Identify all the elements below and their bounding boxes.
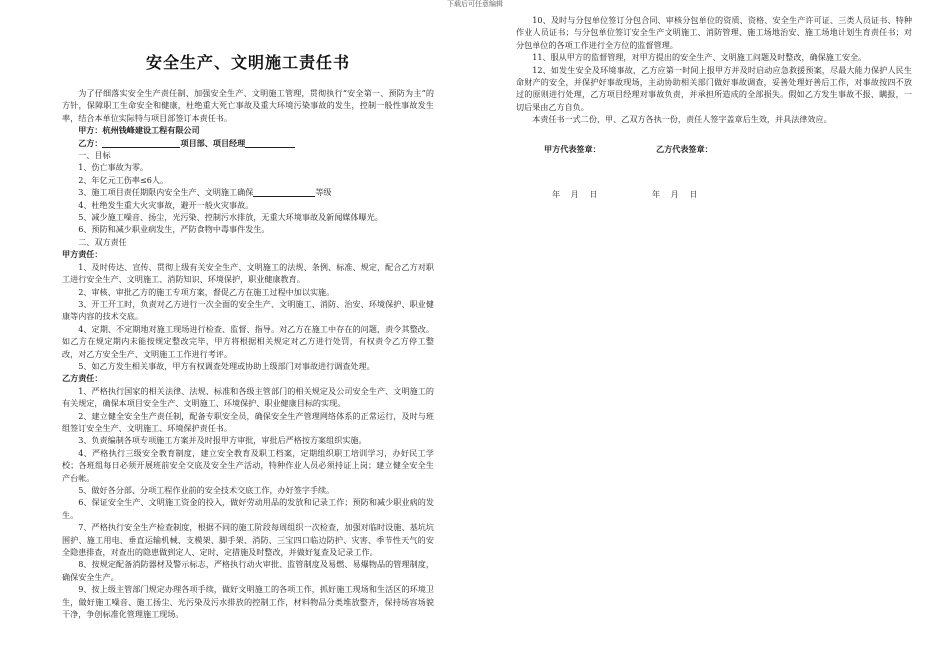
goal-item: 2、年亿元工伤率≤6人。 (78, 174, 169, 185)
party-b-resp-item: 7、严格执行安全生产检查制度，根据不同的施工阶段每周组织一次检查，加强对临时设施、基坑坑围护、施工用电、垂直运输机械、支模架、脚手架、消防、三宝四口临边防护、灾害、季节性天气的安全隐患排查，对查出的隐患做到定人、定时、定措施及时整改，并做好复查及记录工作。 (62, 522, 434, 558)
header-note: 下载后可任意编辑 (447, 0, 503, 8)
party-a-line: 甲方：杭州钱峰建设工程有限公司 (78, 125, 200, 136)
document-title: 安全生产、文明施工责任书 (145, 53, 350, 72)
section-goals-title: 一、目标 (78, 150, 111, 161)
goal-3-text: 3、施工项目责任期限内安全生产、文明施工确保 (78, 187, 254, 198)
intro-paragraph: 为了仔细落实安全生产责任制、加强安全生产、文明施工管理，贯彻执行“安全第一、预防为主”的方针，保障职工生命安全和健康，杜绝重大死亡事故及重大环境污染事故的发生，控制一般性事故发生率，结合本单位实际特与项目部签订本责任书。 (62, 88, 434, 123)
party-b-resp-item: 8、按规定配备消防器材及警示标志，严格执行动火审批、监管制度及易燃、易爆物品的管理制度，确保安全生产。 (62, 559, 434, 582)
party-b-prefix: 乙方： (78, 137, 103, 148)
party-a-resp-heading: 甲方责任： (62, 249, 103, 260)
goal-item-3 (62, 186, 434, 198)
party-a-date: 年 月 日 (552, 188, 598, 199)
party-b-resp-item: 5、做好各分部、分项工程作业前的安全技术交底工作，办好签字手续。 (78, 485, 335, 495)
party-b-middle: 项目部、项目经理 (180, 137, 246, 148)
party-b-resp-item: 2、建立健全安全生产责任制，配备专职安全员，确保安全生产管理网络体系的正常运行，及时与班组签订安全生产、文明施工、环境保护责任书。 (62, 410, 434, 433)
goal-item: 6、预防和减少职业病发生，严防食物中毒事件发生。 (78, 224, 270, 235)
date-row (516, 189, 912, 203)
manager-blank-field[interactable] (245, 138, 295, 148)
right-column (516, 14, 912, 203)
party-b-signature-label: 乙方代表签章： (656, 143, 713, 154)
party-b-resp-item: 1、严格执行国家的相关法律、法规、标准和各级主管部门的相关规定及公司安全生产、文明施工的有关规定，确保本项目安全生产、文明施工、环境保护、职业健康目标的实现。 (62, 385, 434, 409)
party-a-resp-item: 4、定期、不定期地对施工现场进行检查、监督、指导。对乙方在施工中存在的问题，责令其整改。如乙方在规定期内未能按规定整改完毕，甲方将根据相关规定对乙方进行处罚，有权责令乙方停工整改，对乙方安全生产、文明施工工作进行考评。 (62, 323, 434, 359)
goal-item: 5、减少施工噪音、扬尘，光污染、控制污水排放，无重大环境事故及新闻媒体曝光。 (78, 212, 383, 223)
party-b-resp-item: 10、及时与分包单位签订分包合同、审核分包单位的资质、资格、安全生产许可证、三类人员证书、特种作业人员证书；与分包单位签订安全生产文明施工、消防管理、施工场地治安、施工场地计划生育责任书；对分包单位的各项工作进行全方位的监督管理。 (516, 15, 912, 50)
party-a-resp-item: 1、及时传达、宣传、贯彻上级有关安全生产、文明施工的法规、条例、标准、规定，配合乙方对职工进行安全生产、文明施工、消防知识、环境保护，职业健康教育。 (62, 261, 434, 285)
party-a-resp-item: 2、审核、审批乙方的施工专项方案，督促乙方在施工过程中加以实施。 (78, 286, 335, 297)
goal-item: 4、杜绝发生重大火灾事故，避开一般火灾事故。 (78, 199, 254, 210)
party-b-date: 年 月 日 (652, 188, 698, 199)
party-b-resp-item: 11、服从甲方的监督管理，对甲方提出的安全生产、文明施工问题及时整改，确保施工安全。 (532, 52, 867, 63)
party-b-resp-item: 4、严格执行三级安全教育制度，建立安全教育及职工档案，定期组织职工培训学习，办好民工学校；各班组每日必须开展班前安全交底及安全生产活动，特种作业人员必须持证上岗；建立健全安全生产台帐。 (62, 447, 434, 483)
party-a-resp-item: 3、开工开工时，负责对乙方进行一次全面的安全生产、文明施工、消防、治安、环境保护、职业健康等内容的技术交底。 (62, 298, 434, 322)
party-b-resp-item: 3、负责编制各项专项施工方案并及时报甲方审批，审批后严格按方案组织实施。 (78, 435, 367, 446)
section-responsibility-title: 二、双方责任 (78, 236, 127, 247)
signature-row (516, 144, 912, 158)
party-b-resp-item: 9、按上级主管部门规定办理各项手续，做好文明施工的各项工作，抓好施工现场和生活区的环境卫生，做好施工噪音、施工扬尘、光污染及污水排放的控制工作，材料物品分类堆放整齐，保持场容场貌干净，争创标准化管理施工现场。 (62, 584, 434, 620)
goal-item: 1、伤亡事故为零。 (78, 162, 149, 173)
goal-3-suffix: 等级 (315, 187, 332, 198)
party-b-resp-item: 12、如发生安全及环境事故，乙方应第一时间上报甲方并及时启动应急救援预案，尽最大能力保护人民生命财产的安全，并保护好事故现场，主动协助相关部门做好事故调查，妥善处理好善后工作，对事故按四不放过的原则进行处理，乙方项目经理对事故负责，并承担所造成的全部损失。假如乙方发生事故不报、瞒报，一切后果由乙方自负。 (516, 64, 912, 112)
party-a-signature-label: 甲方代表签章： (544, 143, 601, 154)
party-b-line (62, 137, 434, 149)
party-b-resp-item: 6、保证安全生产、文明施工资金的投入，做好劳动用品的发放和记录工作；预防和减少职业病的发生。 (62, 497, 434, 520)
party-b-blank-field[interactable] (102, 138, 180, 148)
grade-blank-field[interactable] (253, 187, 315, 197)
closing-paragraph: 本责任书一式二份，甲、乙双方各执一份，责任人签字盖章后生效，并具法律效应。 (532, 114, 832, 125)
party-b-resp-heading: 乙方责任： (62, 373, 103, 384)
party-a-resp-item: 5、如乙方发生相关事故，甲方有权调查处理或协助上级部门对事故进行调查处理。 (78, 360, 375, 371)
left-column (62, 14, 434, 620)
